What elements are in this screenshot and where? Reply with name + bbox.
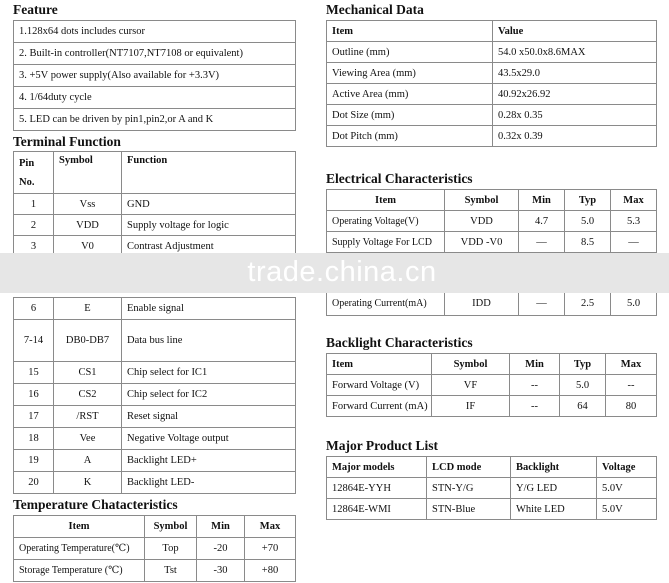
header-item: Item <box>14 516 145 538</box>
table-header-row <box>327 457 657 478</box>
header-min: Min <box>197 516 245 538</box>
header-symbol: Symbol <box>432 354 510 375</box>
header-typ: Typ <box>565 190 611 211</box>
max-cell: -- <box>606 375 657 396</box>
table-row <box>14 43 296 65</box>
table-row <box>14 320 296 362</box>
model-cell: 12864E-WMI <box>327 499 427 520</box>
table-row <box>14 109 296 131</box>
table-row <box>14 298 296 320</box>
typ-cell: 64 <box>560 396 606 417</box>
table-row <box>14 215 296 236</box>
temperature-title: Temperature Chatacteristics <box>13 497 178 512</box>
table-row <box>14 428 296 450</box>
backlight-table <box>326 353 657 417</box>
value-cell: 40.92x26.92 <box>493 84 657 105</box>
item-cell: Forward Voltage (V) <box>327 375 432 396</box>
symbol-cell: CS1 <box>54 362 122 384</box>
item-cell: Dot Pitch (mm) <box>327 126 493 147</box>
max-cell: 5.3 <box>611 211 657 232</box>
max-cell: +80 <box>245 560 296 582</box>
function-cell: Enable signal <box>122 298 296 320</box>
table-row <box>327 105 657 126</box>
pin-cell: 1 <box>14 194 54 215</box>
item-cell: Supply Voltage For LCD <box>327 232 445 253</box>
products-table <box>326 456 657 520</box>
typ-cell: 5.0 <box>560 375 606 396</box>
pin-cell: 3 <box>14 236 54 257</box>
symbol-cell: Tst <box>145 560 197 582</box>
terminal-title: Terminal Function <box>13 134 121 149</box>
max-cell: 80 <box>606 396 657 417</box>
feature-item: 2. Built-in controller(NT7107,NT7108 or equivalent) <box>14 43 296 65</box>
symbol-cell: VDD <box>54 215 122 236</box>
item-cell: Viewing Area (mm) <box>327 63 493 84</box>
table-row <box>327 375 657 396</box>
table-row <box>327 292 657 316</box>
table-header-row <box>327 21 657 42</box>
function-cell: Contrast Adjustment <box>122 236 296 257</box>
item-cell: Operating Temperature(℃) <box>14 538 145 560</box>
header-item: Item <box>327 354 432 375</box>
symbol-cell: V0 <box>54 236 122 257</box>
value-cell: 54.0 x50.0x8.6MAX <box>493 42 657 63</box>
min-cell: — <box>519 232 565 253</box>
table-row <box>14 406 296 428</box>
header-voltage: Voltage <box>597 457 657 478</box>
header-value: Value <box>493 21 657 42</box>
function-cell: Data bus line <box>122 320 296 362</box>
voltage-cell: 5.0V <box>597 478 657 499</box>
table-row <box>14 560 296 582</box>
table-row <box>327 232 657 253</box>
lcd-mode-cell: STN-Blue <box>427 499 511 520</box>
function-cell: Supply voltage for logic <box>122 215 296 236</box>
feature-item: 1.128x64 dots includes cursor <box>14 21 296 43</box>
feature-title: Feature <box>13 2 58 17</box>
table-row <box>327 211 657 232</box>
watermark-text: trade.china.cn <box>247 256 437 288</box>
value-cell: 0.32x 0.39 <box>493 126 657 147</box>
min-cell: — <box>519 292 565 316</box>
min-cell: -30 <box>197 560 245 582</box>
value-cell: 43.5x29.0 <box>493 63 657 84</box>
item-cell: Storage Temperature (℃) <box>14 560 145 582</box>
typ-cell: 8.5 <box>565 232 611 253</box>
min-cell: -- <box>510 396 560 417</box>
symbol-cell: Vee <box>54 428 122 450</box>
table-row <box>327 499 657 520</box>
symbol-cell: Top <box>145 538 197 560</box>
header-symbol: Symbol <box>445 190 519 211</box>
table-row <box>14 362 296 384</box>
table-row <box>327 63 657 84</box>
feature-item: 4. 1/64duty cycle <box>14 87 296 109</box>
pin-cell: 16 <box>14 384 54 406</box>
function-cell: Backlight LED+ <box>122 450 296 472</box>
table-row <box>14 87 296 109</box>
function-cell: GND <box>122 194 296 215</box>
symbol-cell: VDD -V0 <box>445 232 519 253</box>
pin-cell: 20 <box>14 472 54 494</box>
temperature-table <box>13 515 296 582</box>
min-cell: -- <box>510 375 560 396</box>
pin-cell: 7-14 <box>14 320 54 362</box>
symbol-cell: A <box>54 450 122 472</box>
min-cell: -20 <box>197 538 245 560</box>
function-cell: Reset signal <box>122 406 296 428</box>
mechanical-title: Mechanical Data <box>326 2 424 17</box>
header-function: Function <box>122 152 296 194</box>
table-row <box>14 21 296 43</box>
header-typ: Typ <box>560 354 606 375</box>
header-lcd-mode: LCD mode <box>427 457 511 478</box>
symbol-cell: /RST <box>54 406 122 428</box>
feature-item: 3. +5V power supply(Also available for +3.3V) <box>14 65 296 87</box>
backlight-title: Backlight Characteristics <box>326 335 473 350</box>
backlight-cell: White LED <box>511 499 597 520</box>
symbol-cell: E <box>54 298 122 320</box>
table-row <box>14 384 296 406</box>
header-min: Min <box>510 354 560 375</box>
pin-cell: 19 <box>14 450 54 472</box>
symbol-cell: VDD <box>445 211 519 232</box>
header-models: Major models <box>327 457 427 478</box>
item-cell: Operating Current(mA) <box>327 292 445 316</box>
function-cell: Chip select for IC1 <box>122 362 296 384</box>
products-title: Major Product List <box>326 438 438 453</box>
value-cell: 0.28x 0.35 <box>493 105 657 126</box>
lcd-mode-cell: STN-Y/G <box>427 478 511 499</box>
header-item: Item <box>327 190 445 211</box>
item-cell: Forward Current (mA) <box>327 396 432 417</box>
model-cell: 12864E-YYH <box>327 478 427 499</box>
typ-cell: 2.5 <box>565 292 611 316</box>
pin-cell: 18 <box>14 428 54 450</box>
electrical-table-top <box>326 189 657 253</box>
item-cell: Operating Voltage(V) <box>327 211 445 232</box>
feature-table <box>13 20 296 131</box>
symbol-cell: Vss <box>54 194 122 215</box>
header-backlight: Backlight <box>511 457 597 478</box>
table-row <box>14 194 296 215</box>
table-header-row <box>14 152 296 194</box>
terminal-table-top <box>13 151 296 257</box>
feature-item: 5. LED can be driven by pin1,pin2,or A and K <box>14 109 296 131</box>
symbol-cell: K <box>54 472 122 494</box>
item-cell: Outline (mm) <box>327 42 493 63</box>
table-row <box>14 450 296 472</box>
min-cell: 4.7 <box>519 211 565 232</box>
table-header-row <box>14 516 296 538</box>
table-row <box>327 478 657 499</box>
max-cell: +70 <box>245 538 296 560</box>
table-header-row <box>327 190 657 211</box>
symbol-cell: CS2 <box>54 384 122 406</box>
table-row <box>327 126 657 147</box>
max-cell: 5.0 <box>611 292 657 316</box>
header-max: Max <box>245 516 296 538</box>
header-symbol: Symbol <box>145 516 197 538</box>
voltage-cell: 5.0V <box>597 499 657 520</box>
pin-cell: 15 <box>14 362 54 384</box>
table-row <box>14 538 296 560</box>
symbol-cell: DB0-DB7 <box>54 320 122 362</box>
table-row <box>14 65 296 87</box>
pin-cell: 17 <box>14 406 54 428</box>
backlight-cell: Y/G LED <box>511 478 597 499</box>
terminal-table-bottom <box>13 297 296 494</box>
electrical-title: Electrical Characteristics <box>326 171 473 186</box>
table-header-row <box>327 354 657 375</box>
header-min: Min <box>519 190 565 211</box>
electrical-table-bottom <box>326 291 657 316</box>
max-cell: — <box>611 232 657 253</box>
table-row <box>327 396 657 417</box>
header-max: Max <box>606 354 657 375</box>
table-row <box>327 84 657 105</box>
function-cell: Chip select for IC2 <box>122 384 296 406</box>
header-pin-no: Pin No. <box>14 152 54 194</box>
pin-cell: 6 <box>14 298 54 320</box>
function-cell: Negative Voltage output <box>122 428 296 450</box>
symbol-cell: VF <box>432 375 510 396</box>
item-cell: Active Area (mm) <box>327 84 493 105</box>
pin-cell: 2 <box>14 215 54 236</box>
table-row <box>14 472 296 494</box>
symbol-cell: IF <box>432 396 510 417</box>
header-max: Max <box>611 190 657 211</box>
item-cell: Dot Size (mm) <box>327 105 493 126</box>
function-cell: Backlight LED- <box>122 472 296 494</box>
header-item: Item <box>327 21 493 42</box>
mechanical-table <box>326 20 657 147</box>
table-row <box>327 42 657 63</box>
header-symbol: Symbol <box>54 152 122 194</box>
typ-cell: 5.0 <box>565 211 611 232</box>
symbol-cell: IDD <box>445 292 519 316</box>
